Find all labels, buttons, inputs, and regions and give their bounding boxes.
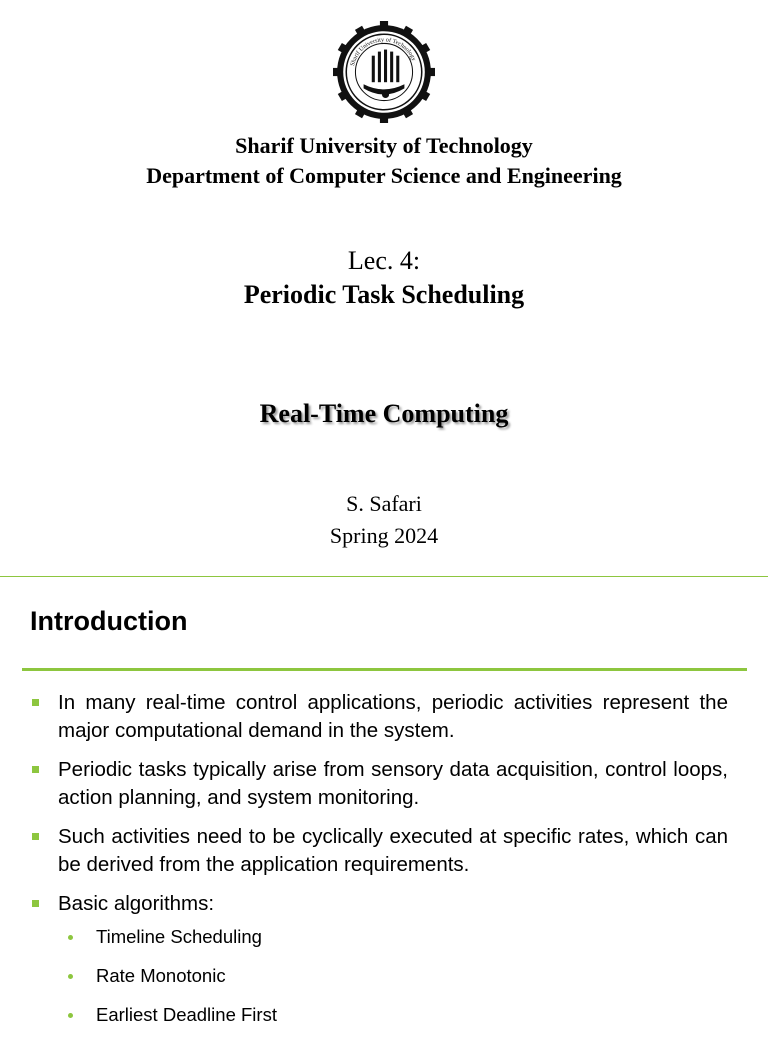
lecture-title: Periodic Task Scheduling [243,280,525,309]
sub-bullet-text: Timeline Scheduling [96,926,262,947]
sharif-university-seal-icon [333,21,435,123]
slide-title: Introduction [30,606,188,636]
bullet-list [30,689,728,1041]
department-name: Department of Computer Science and Engineering [146,163,622,188]
lecture-number: Lec. 4: [347,246,421,275]
bullet-item [30,823,728,879]
sub-bullet-item [30,1002,728,1028]
svg-text:Sharif University of Technolog: Sharif University of Technology [350,37,417,67]
university-name: Sharif University of Technology [235,133,533,158]
title-underline [22,668,747,671]
sub-bullet-item [30,963,728,989]
square-bullet-icon [32,833,39,840]
bullet-text: Such activities need to be cyclically executed at specific rates, which can be derived from the application requirements. [58,825,728,876]
sub-bullet-text: Rate Monotonic [96,965,226,986]
introduction-slide [0,577,768,1024]
bullet-text: Periodic tasks typically arise from sensory data acquisition, control loops, action planning, and system monitoring. [58,758,728,809]
square-bullet-icon [32,766,39,773]
author-name: S. Safari [346,491,422,516]
bullet-item [30,756,728,812]
square-bullet-icon [32,900,39,907]
bullet-item [30,890,728,918]
sub-bullet-item [30,924,728,950]
bullet-text: In many real-time control applications, periodic activities represent the major computational demand in the system. [58,691,728,742]
sub-bullet-text: Earliest Deadline First [96,1004,277,1025]
course-title: Real-Time Computing [259,399,509,428]
dot-bullet-icon [68,1013,73,1018]
bullet-text: Basic algorithms: [58,892,215,915]
term: Spring 2024 [329,523,439,548]
bullet-item [30,689,728,745]
dot-bullet-icon [68,974,73,979]
square-bullet-icon [32,699,39,706]
dot-bullet-icon [68,935,73,940]
